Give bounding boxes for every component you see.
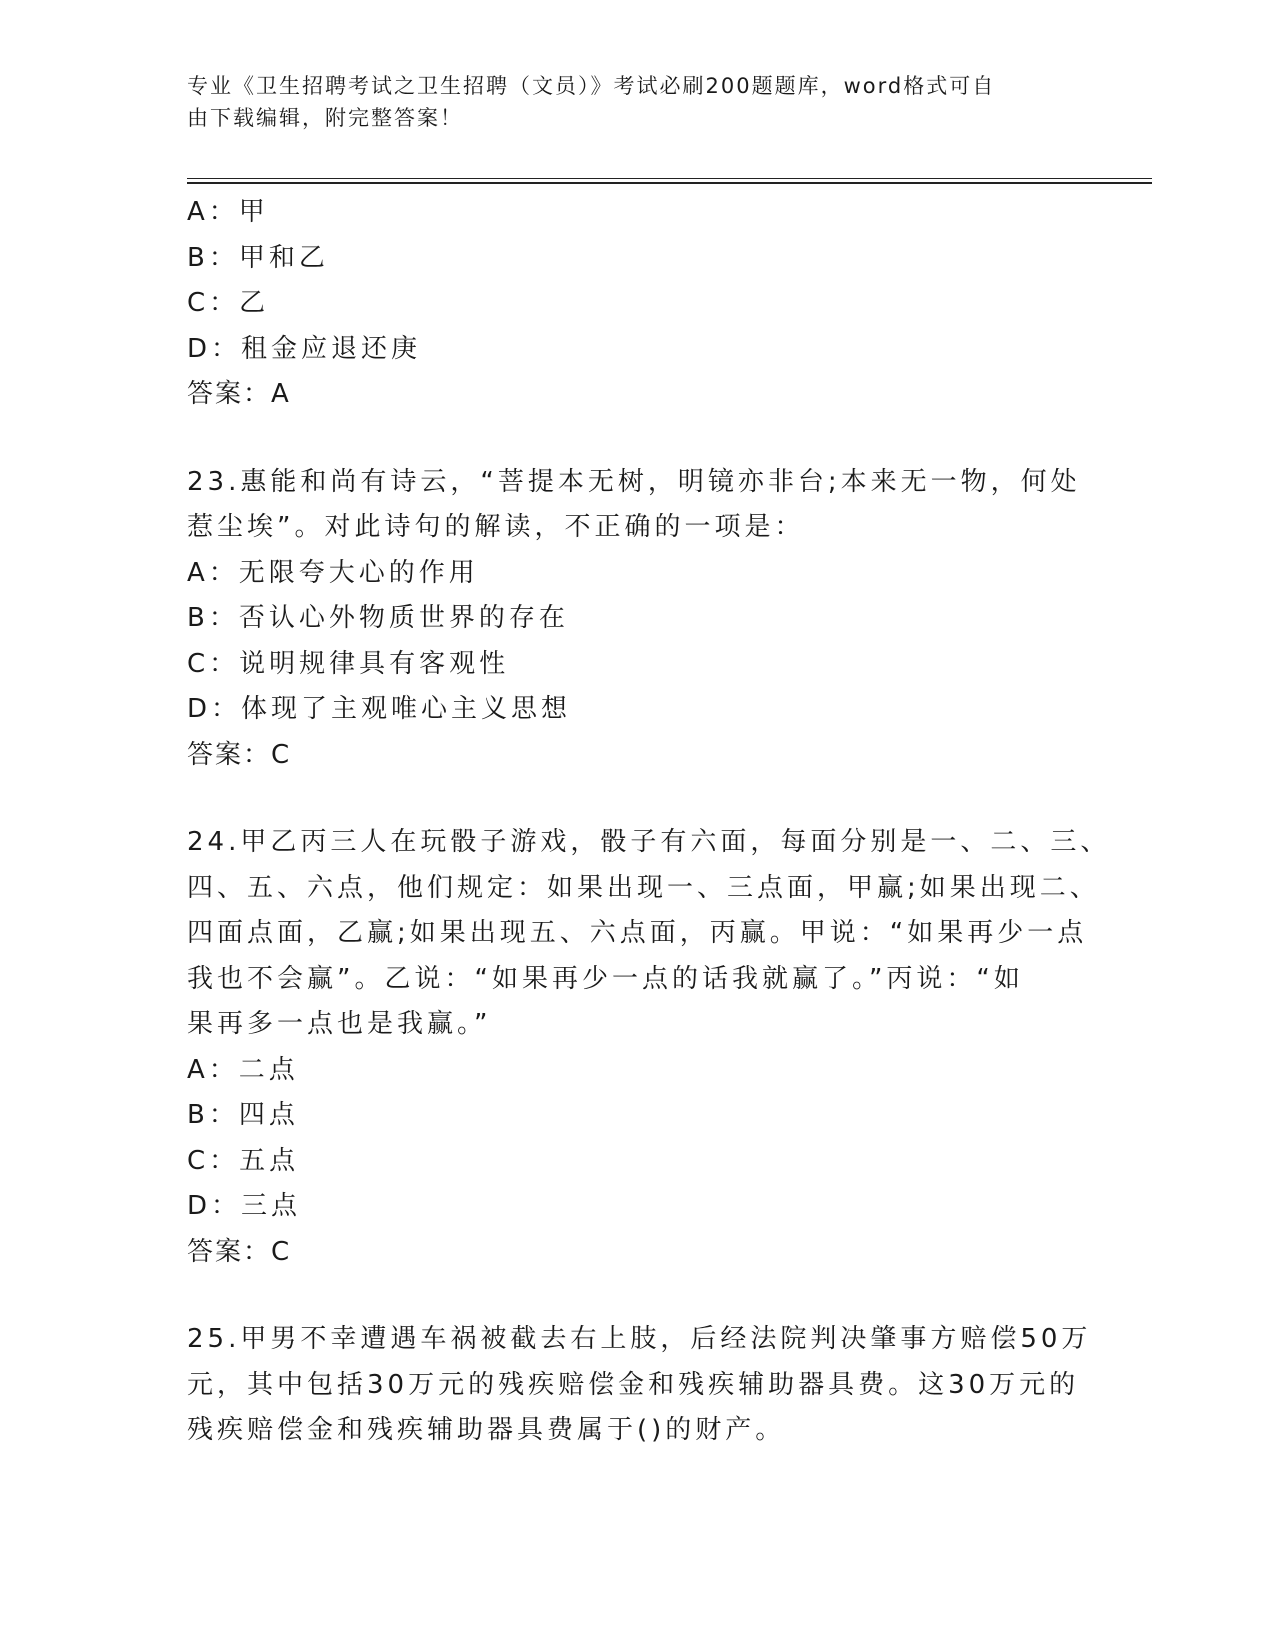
question-text-line: 四、五、六点，他们规定：如果出现一、三点面，甲赢;如果出现二、: [187, 872, 1100, 903]
option-b: B：四点: [187, 1100, 299, 1130]
question-23: [187, 460, 1087, 779]
question-text-line: 残疾赔偿金和残疾辅助器具费属于()的财产。: [187, 1415, 786, 1445]
question-text-line: 我也不会赢”。乙说：“如果再少一点的话我就赢了。”丙说：“如: [187, 963, 1024, 994]
option-d: D：体现了主观唯心主义思想: [187, 694, 572, 724]
option-d: D：租金应退还庚: [187, 333, 422, 364]
header-line-2: 由下载编辑，附完整答案！: [187, 106, 463, 130]
question-25: [187, 1317, 1092, 1454]
question-text-line: 23.惠能和尚有诗云，“菩提本无树，明镜亦非台;本来无一物，何处: [187, 466, 1081, 497]
question-text-line: 24.甲乙丙三人在玩骰子游戏，骰子有六面，每面分别是一、二、三、: [187, 827, 1111, 857]
header-divider-thin: [187, 178, 1152, 179]
document-header: [187, 70, 1067, 134]
question-text-line: 元，其中包括30万元的残疾赔偿金和残疾辅助器具费。这30万元的: [187, 1369, 1080, 1400]
answer-line: 答案：C: [187, 739, 292, 770]
option-a: A：二点: [187, 1054, 299, 1085]
option-d: D：三点: [187, 1191, 302, 1221]
question-text-line: 果再多一点也是我赢。”: [187, 1009, 492, 1039]
header-divider-thick: [187, 182, 1152, 184]
answer-line: 答案：A: [187, 379, 291, 409]
option-a: A：无限夸大心的作用: [187, 557, 479, 588]
option-c: C：说明规律具有客观性: [187, 648, 510, 679]
question-24: [187, 820, 1111, 1275]
option-c: C：五点: [187, 1145, 300, 1176]
option-a: A：甲: [187, 197, 269, 227]
option-b: B：否认心外物质世界的存在: [187, 603, 569, 633]
answer-line: 答案：C: [187, 1236, 292, 1267]
question-text-line: 25.甲男不幸遭遇车祸被截去右上肢，后经法院判决肇事方赔偿50万: [187, 1324, 1092, 1354]
option-b: B：甲和乙: [187, 242, 329, 273]
option-c: C：乙: [187, 288, 270, 318]
header-line-1: 专业《卫生招聘考试之卫生招聘（文员）》考试必刷200题题库，word格式可自: [187, 74, 996, 98]
question-text-line: 四面点面，乙赢;如果出现五、六点面，丙赢。甲说：“如果再少一点: [187, 918, 1088, 948]
question-text-line: 惹尘埃”。对此诗句的解读，不正确的一项是：: [187, 512, 805, 542]
previous-question-tail: [187, 190, 1087, 418]
question-list: [187, 190, 1111, 1454]
